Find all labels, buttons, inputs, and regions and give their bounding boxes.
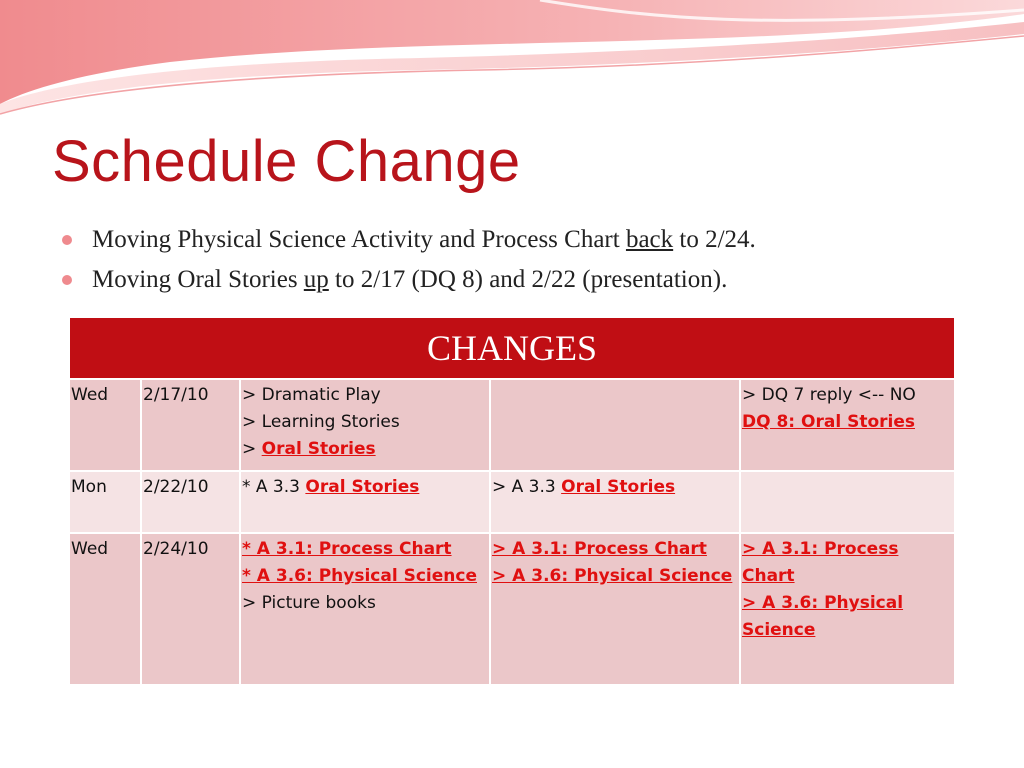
bullet-text: to 2/24. xyxy=(673,226,756,253)
dq8-oral-stories-link[interactable]: DQ 8: Oral Stories xyxy=(742,412,915,432)
cell-assignment xyxy=(490,379,740,471)
bullet-text: Moving Oral Stories xyxy=(92,266,304,293)
physical-science-link[interactable]: * A 3.6: Physical Science xyxy=(242,566,477,586)
bullet-text: to 2/17 (DQ 8) and 2/22 (presentation). xyxy=(328,266,728,293)
bullet-item xyxy=(62,222,756,262)
table-row xyxy=(69,379,955,471)
cell-assignment xyxy=(490,471,740,533)
bullet-text: Moving Physical Science Activity and Process Chart xyxy=(92,226,626,253)
cell-discussion xyxy=(740,379,955,471)
cell-day: Wed xyxy=(69,533,141,685)
cell-activity xyxy=(240,379,490,471)
process-chart-link[interactable]: > A 3.1: Process Chart xyxy=(742,539,899,586)
cell-date: 2/17/10 xyxy=(141,379,240,471)
oral-stories-link[interactable]: Oral Stories xyxy=(305,477,420,497)
cell-prefix: > xyxy=(242,439,262,459)
decorative-swoosh-banner xyxy=(0,0,1024,120)
changes-table xyxy=(68,316,956,686)
oral-stories-link[interactable]: Oral Stories xyxy=(261,439,376,459)
process-chart-link[interactable]: > A 3.1: Process Chart xyxy=(492,539,707,559)
cell-activity xyxy=(240,533,490,685)
cell-date: 2/24/10 xyxy=(141,533,240,685)
cell-discussion xyxy=(740,471,955,533)
table-header: CHANGES xyxy=(69,317,955,379)
process-chart-link[interactable]: * A 3.1: Process Chart xyxy=(242,539,452,559)
cell-date: 2/22/10 xyxy=(141,471,240,533)
cell-assignment xyxy=(490,533,740,685)
cell-line: > Dramatic Play xyxy=(242,385,381,405)
bullet-emphasis: up xyxy=(303,266,329,293)
slide-title: Schedule Change xyxy=(52,129,521,194)
oral-stories-link[interactable]: Oral Stories xyxy=(561,477,676,497)
cell-prefix: * A 3.3 xyxy=(242,477,306,497)
cell-prefix: > A 3.3 xyxy=(492,477,562,497)
bullet-list xyxy=(62,222,756,302)
cell-line xyxy=(242,436,488,463)
cell-line: > DQ 7 reply <-- NO xyxy=(742,385,916,405)
cell-day: Mon xyxy=(69,471,141,533)
cell-line: > Learning Stories xyxy=(242,412,400,432)
bullet-emphasis: back xyxy=(625,226,674,253)
cell-discussion xyxy=(740,533,955,685)
physical-science-link[interactable]: > A 3.6: Physical Science xyxy=(492,566,733,586)
bullet-dot-icon xyxy=(62,235,72,245)
bullet-item xyxy=(62,262,756,302)
cell-activity xyxy=(240,471,490,533)
physical-science-link[interactable]: > A 3.6: Physical Science xyxy=(742,593,904,640)
cell-day: Wed xyxy=(69,379,141,471)
table-row xyxy=(69,533,955,685)
cell-line: > Picture books xyxy=(242,593,376,613)
table-row xyxy=(69,471,955,533)
bullet-dot-icon xyxy=(62,275,72,285)
